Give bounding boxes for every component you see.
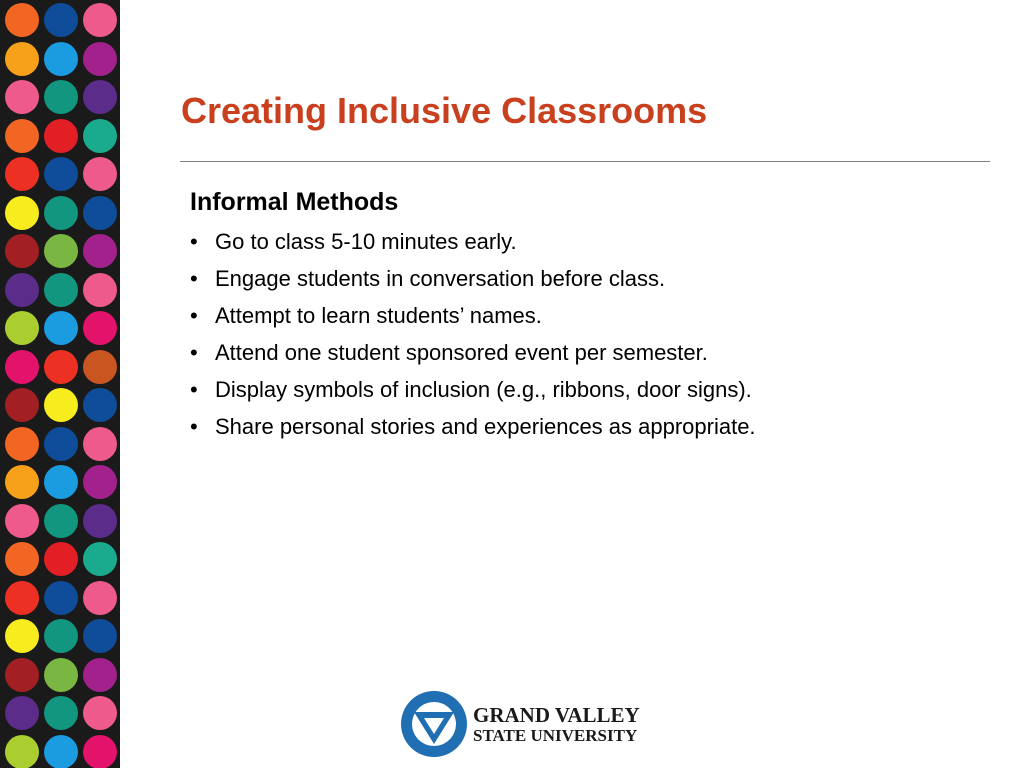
- slide-title: Creating Inclusive Classrooms: [181, 90, 708, 131]
- title-divider: [180, 161, 990, 162]
- list-item: • Attempt to learn students’ names.: [190, 297, 990, 334]
- section-heading: Informal Methods: [190, 188, 399, 216]
- logo-line-1: GRAND VALLEY: [473, 703, 640, 727]
- decorative-dot: [83, 311, 117, 345]
- list-item: • Attend one student sponsored event per semester.: [190, 334, 990, 371]
- decorative-dot: [5, 80, 39, 114]
- decorative-dot: [5, 388, 39, 422]
- decorative-dot: [44, 581, 78, 615]
- decorative-dot: [83, 234, 117, 268]
- decorative-dot: [44, 658, 78, 692]
- decorative-dot: [5, 273, 39, 307]
- decorative-dot: [5, 427, 39, 461]
- list-item: • Display symbols of inclusion (e.g., ribbons, door signs).: [190, 371, 990, 408]
- decorative-dot: [83, 42, 117, 76]
- gvsu-v-mark-icon: [400, 690, 468, 758]
- decorative-dot: [83, 273, 117, 307]
- decorative-dot: [44, 196, 78, 230]
- decorative-dot: [44, 311, 78, 345]
- decorative-dot: [5, 619, 39, 653]
- logo-line-2: STATE UNIVERSITY: [473, 726, 638, 745]
- decorative-dot: [5, 119, 39, 153]
- decorative-dot: [83, 157, 117, 191]
- decorative-dot: [83, 658, 117, 692]
- decorative-dot: [83, 388, 117, 422]
- decorative-dot: [83, 696, 117, 730]
- decorative-dot: [83, 427, 117, 461]
- decorative-dot: [5, 157, 39, 191]
- decorative-dot: [83, 581, 117, 615]
- decorative-dot: [5, 658, 39, 692]
- decorative-dot: [44, 619, 78, 653]
- decorative-dot: [44, 427, 78, 461]
- decorative-dot: [5, 42, 39, 76]
- decorative-dot: [83, 119, 117, 153]
- list-item: • Go to class 5-10 minutes early.: [190, 223, 990, 260]
- decorative-dot: [5, 350, 39, 384]
- decorative-dot: [83, 350, 117, 384]
- decorative-dot-strip: [0, 0, 120, 768]
- logo-wordmark: [473, 704, 640, 746]
- bullet-icon: •: [190, 303, 198, 328]
- decorative-dot: [83, 542, 117, 576]
- list-item: • Engage students in conversation before class.: [190, 260, 990, 297]
- decorative-dot: [5, 3, 39, 37]
- slide-body: [190, 186, 990, 445]
- decorative-dot: [5, 581, 39, 615]
- bullet-icon: •: [190, 414, 198, 439]
- gvsu-logo: [400, 690, 650, 762]
- decorative-dot: [5, 696, 39, 730]
- bullet-list: [190, 223, 990, 445]
- decorative-dot: [5, 504, 39, 538]
- decorative-dot: [44, 234, 78, 268]
- decorative-dot: [83, 735, 117, 768]
- decorative-dot: [83, 619, 117, 653]
- bullet-icon: •: [190, 377, 198, 402]
- decorative-dot: [44, 735, 78, 768]
- decorative-dot: [83, 504, 117, 538]
- decorative-dot: [44, 157, 78, 191]
- bullet-icon: •: [190, 340, 198, 365]
- decorative-dot: [44, 465, 78, 499]
- decorative-dot: [44, 273, 78, 307]
- decorative-dot: [44, 42, 78, 76]
- decorative-dot: [44, 696, 78, 730]
- list-item: • Share personal stories and experiences as appropriate.: [190, 408, 990, 445]
- decorative-dot: [5, 735, 39, 768]
- bullet-icon: •: [190, 266, 198, 291]
- decorative-dot: [44, 542, 78, 576]
- decorative-dot: [83, 3, 117, 37]
- decorative-dot: [5, 311, 39, 345]
- decorative-dot: [5, 234, 39, 268]
- decorative-dot: [83, 465, 117, 499]
- decorative-dot: [44, 350, 78, 384]
- decorative-dot: [44, 504, 78, 538]
- decorative-dot: [5, 465, 39, 499]
- decorative-dot: [44, 80, 78, 114]
- decorative-dot: [83, 196, 117, 230]
- bullet-icon: •: [190, 229, 198, 254]
- decorative-dot: [83, 80, 117, 114]
- decorative-dot: [44, 119, 78, 153]
- decorative-dot: [5, 196, 39, 230]
- decorative-dot: [44, 388, 78, 422]
- decorative-dot: [5, 542, 39, 576]
- decorative-dot: [44, 3, 78, 37]
